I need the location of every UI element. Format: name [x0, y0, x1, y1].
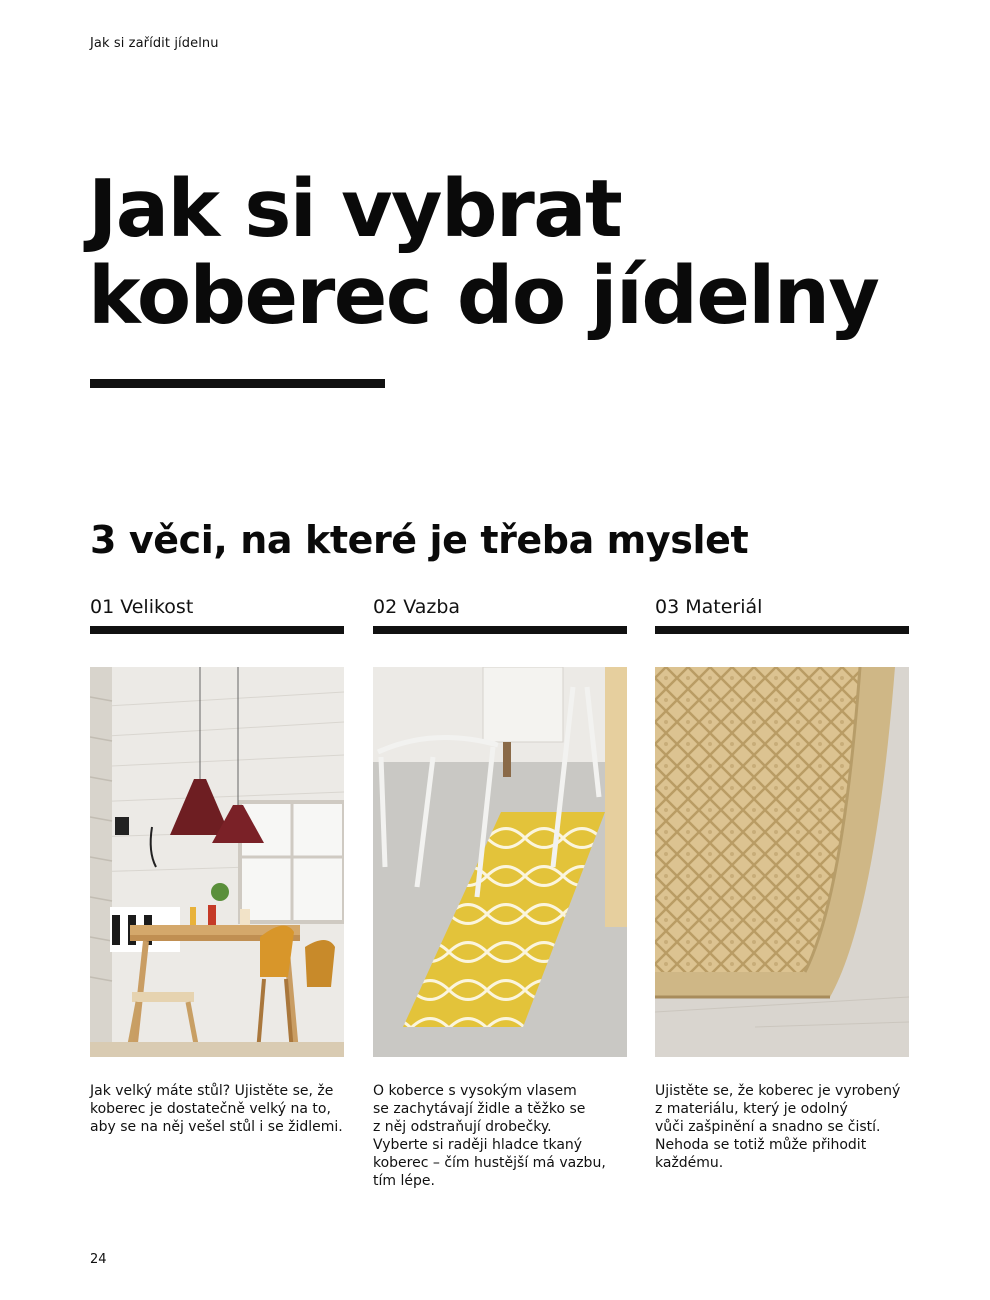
tip-divider	[655, 626, 909, 634]
tip-column-size	[90, 594, 344, 1135]
tip-text-line: koberec – čím hustější má vazbu,	[373, 1155, 606, 1171]
page-title-line-1: Jak si vybrat	[88, 163, 622, 255]
tip-text-line: Vyberte si raději hladce tkaný	[373, 1137, 583, 1153]
tip-text-line: z něj odstraňují drobečky.	[373, 1119, 552, 1135]
tip-label: 03 Materiál	[655, 596, 763, 618]
tip-text-line: Nehoda se totiž může přihodit	[655, 1137, 867, 1153]
page-title	[88, 163, 879, 342]
yellow-rug-photo	[373, 667, 627, 1057]
tip-text-line: koberec je dostatečně velký na to,	[90, 1101, 331, 1117]
tip-description	[90, 1082, 344, 1136]
tip-divider	[373, 626, 627, 634]
section-header: Jak si zařídit jídelnu	[90, 36, 219, 51]
tip-description	[655, 1082, 909, 1172]
tip-text-line: se zachytávají židle a těžko se	[373, 1101, 586, 1117]
tip-column-material	[655, 594, 909, 1171]
page-number: 24	[90, 1252, 107, 1267]
title-divider	[90, 379, 385, 388]
tip-label: 01 Velikost	[90, 596, 194, 618]
section-subtitle: 3 věci, na které je třeba myslet	[90, 518, 749, 562]
tip-text-line: každému.	[655, 1155, 724, 1171]
tip-text-line: z materiálu, který je odolný	[655, 1101, 848, 1117]
tip-text-line: O koberce s vysokým vlasem	[373, 1083, 577, 1099]
tip-text-line: vůči zašpinění a snadno se čistí.	[655, 1119, 881, 1135]
tip-divider	[90, 626, 344, 634]
tip-text-line: aby se na něj vešel stůl i se židlemi.	[90, 1119, 343, 1135]
tip-text-line: Jak velký máte stůl? Ujistěte se, že	[90, 1083, 334, 1099]
dining-room-photo	[90, 667, 344, 1057]
tip-description	[373, 1082, 627, 1190]
tip-text-line: tím lépe.	[373, 1173, 435, 1189]
tip-label: 02 Vazba	[373, 596, 461, 618]
sisal-rug-photo	[655, 667, 909, 1057]
tip-text-line: Ujistěte se, že koberec je vyrobený	[655, 1083, 901, 1099]
tip-column-weave	[373, 594, 627, 1189]
page-title-line-2: koberec do jídelny	[88, 250, 879, 342]
